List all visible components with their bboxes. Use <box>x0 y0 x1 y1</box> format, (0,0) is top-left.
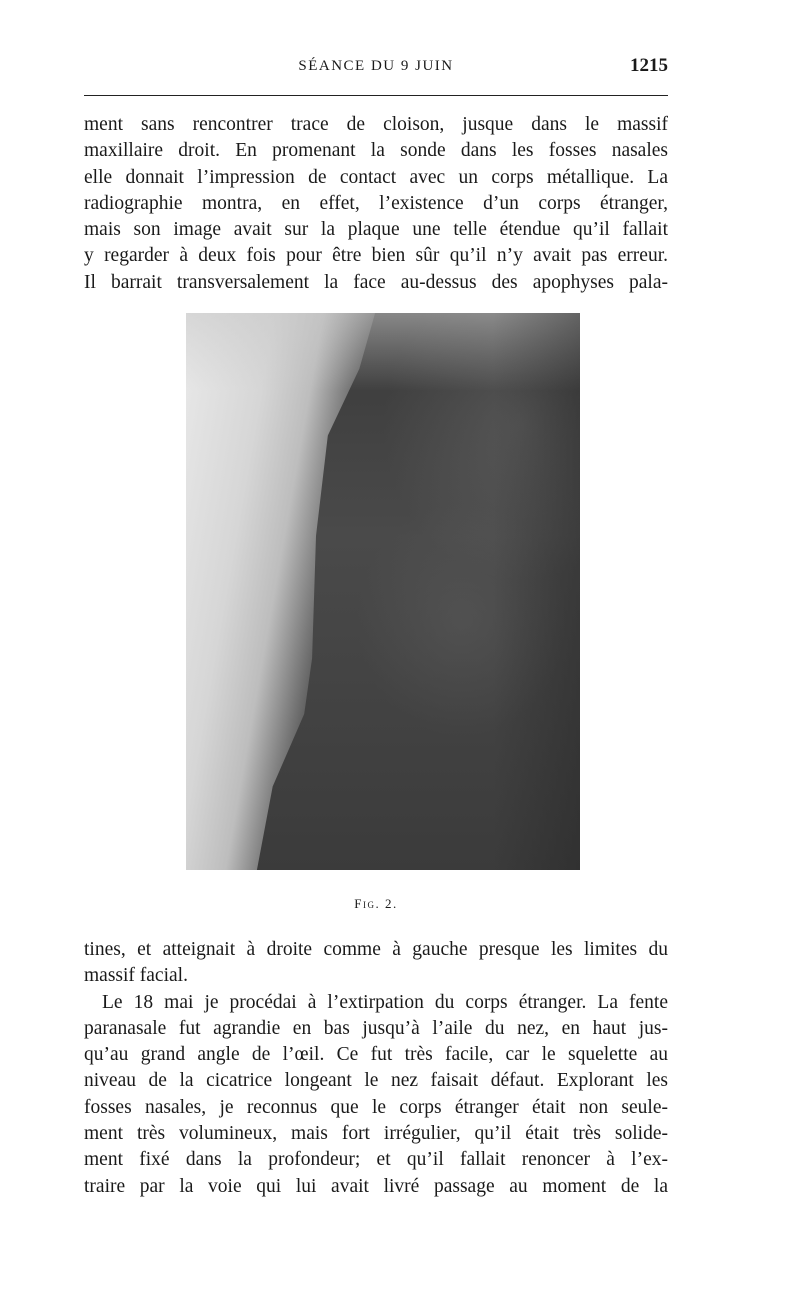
running-title: SÉANCE DU 9 JUIN <box>298 58 454 74</box>
figure-caption: Fig. 2. <box>354 896 398 911</box>
text-line: ment fixé dans la profondeur; et qu’il fallait renoncer à l’ex- <box>84 1149 668 1171</box>
radiograph-figure <box>186 313 580 870</box>
text-line: niveau de la cicatrice longeant le nez faisait défaut. Explorant les <box>84 1070 668 1092</box>
header-rule <box>84 95 668 96</box>
text-line: fosses nasales, je reconnus que le corps étranger était non seule- <box>84 1096 668 1118</box>
text-line: maxillaire droit. En promenant la sonde dans les fosses nasales <box>84 140 668 162</box>
text-line: radiographie montra, en effet, l’existence d’un corps étranger, <box>84 192 668 214</box>
text-line: y regarder à deux fois pour être bien sûr qu’il n’y avait pas erreur. <box>84 245 668 267</box>
text-line: paranasale fut agrandie en bas jusqu’à l’aile du nez, en haut jus- <box>84 1017 668 1039</box>
paragraph-1 <box>84 112 668 296</box>
page-header <box>84 55 668 84</box>
paragraph-2 <box>84 937 668 1200</box>
text-line: Il barrait transversalement la face au-dessus des apophyses pala- <box>84 271 668 293</box>
text-line: qu’au grand angle de l’œil. Ce fut très facile, car le squelette au <box>84 1044 668 1066</box>
radiograph-shadow <box>493 313 580 870</box>
text-line: Le 18 mai je procédai à l’extirpation du corps étranger. La fente <box>102 991 668 1013</box>
text-line: tines, et atteignait à droite comme à gauche presque les limites du <box>84 939 668 960</box>
text-line: massif facial. <box>84 965 188 987</box>
text-line: mais son image avait sur la plaque une telle étendue qu’il fallait <box>84 219 668 241</box>
page-number: 1215 <box>630 55 668 76</box>
text-line: elle donnait l’impression de contact avec un corps métallique. La <box>84 166 668 188</box>
text-line: ment très volumineux, mais fort irrégulier, qu’il était très solide- <box>84 1123 668 1145</box>
text-line: traire par la voie qui lui avait livré passage au moment de la <box>84 1175 668 1197</box>
text-line: ment sans rencontrer trace de cloison, jusque dans le massif <box>84 114 668 135</box>
